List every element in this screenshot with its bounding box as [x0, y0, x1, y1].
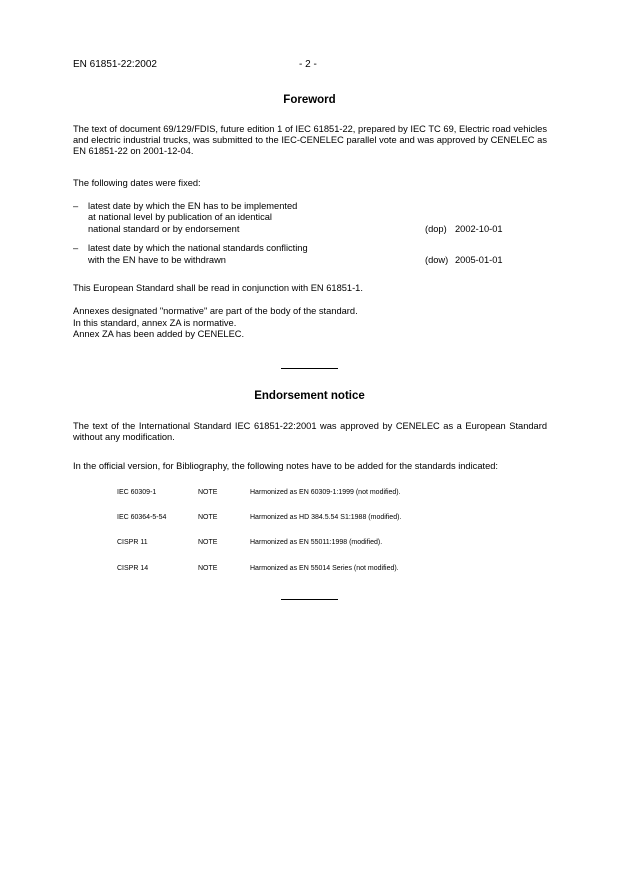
- foreword-paragraph-1: The text of document 69/129/FDIS, future edition 1 of IEC 61851-22, prepared by IEC TC 69, Electric road vehicles and electric industrial trucks, was submitted to the IEC-CENELEC parallel vote and was approved by CENELEC as EN 61851-22 on 2001-12-04.: [73, 124, 547, 156]
- note-standard: IEC 60364-5-54: [117, 514, 167, 521]
- note-label: NOTE: [198, 565, 218, 572]
- note-label: NOTE: [198, 514, 218, 521]
- foreword-paragraph-3: This European Standard shall be read in conjunction with EN 61851-1.: [73, 283, 363, 293]
- endorsement-paragraph-2: In the official version, for Bibliography, the following notes have to be added for the standards indicated:: [73, 461, 498, 471]
- date-value: 2005-01-01: [455, 255, 503, 265]
- note-label: NOTE: [198, 489, 218, 496]
- date-item-line: at national level by publication of an identical: [88, 212, 272, 222]
- note-standard: IEC 60309-1: [117, 489, 157, 496]
- header-doc-id: EN 61851-22:2002: [73, 59, 157, 70]
- foreword-paragraph-2: The following dates were fixed:: [73, 178, 201, 188]
- note-text: Harmonized as HD 384.5.54 S1:1988 (modified).: [250, 514, 402, 521]
- date-code: (dow): [425, 255, 449, 265]
- note-text: Harmonized as EN 55014 Series (not modified).: [250, 565, 399, 572]
- endorsement-title: Endorsement notice: [254, 390, 365, 402]
- note-standard: CISPR 14: [117, 565, 149, 572]
- list-bullet: –: [73, 201, 79, 211]
- note-standard: CISPR 11: [117, 539, 148, 546]
- foreword-paragraph-4-line: Annex ZA has been added by CENELEC.: [73, 329, 245, 339]
- date-item-line: latest date by which the EN has to be implemented: [88, 201, 298, 211]
- foreword-title: Foreword: [283, 94, 336, 106]
- list-bullet: –: [73, 243, 79, 253]
- date-item-line: with the EN have to be withdrawn: [88, 255, 226, 265]
- section-divider: [281, 599, 338, 600]
- foreword-paragraph-4-line: In this standard, annex ZA is normative.: [73, 318, 237, 328]
- foreword-paragraph-4-line: Annexes designated "normative" are part of the body of the standard.: [73, 306, 358, 316]
- header-page-number: - 2 -: [299, 59, 317, 70]
- endorsement-paragraph-1: The text of the International Standard IEC 61851-22:2001 was approved by CENELEC as a European Standard without any modification.: [73, 421, 547, 442]
- date-item-line: latest date by which the national standards conflicting: [88, 243, 308, 253]
- date-value: 2002-10-01: [455, 224, 503, 234]
- note-text: Harmonized as EN 60309-1:1999 (not modified).: [250, 489, 401, 496]
- date-item-line: national standard or by endorsement: [88, 224, 240, 234]
- note-label: NOTE: [198, 539, 218, 546]
- section-divider: [281, 368, 338, 369]
- note-text: Harmonized as EN 55011:1998 (modified).: [250, 539, 383, 546]
- date-code: (dop): [425, 224, 447, 234]
